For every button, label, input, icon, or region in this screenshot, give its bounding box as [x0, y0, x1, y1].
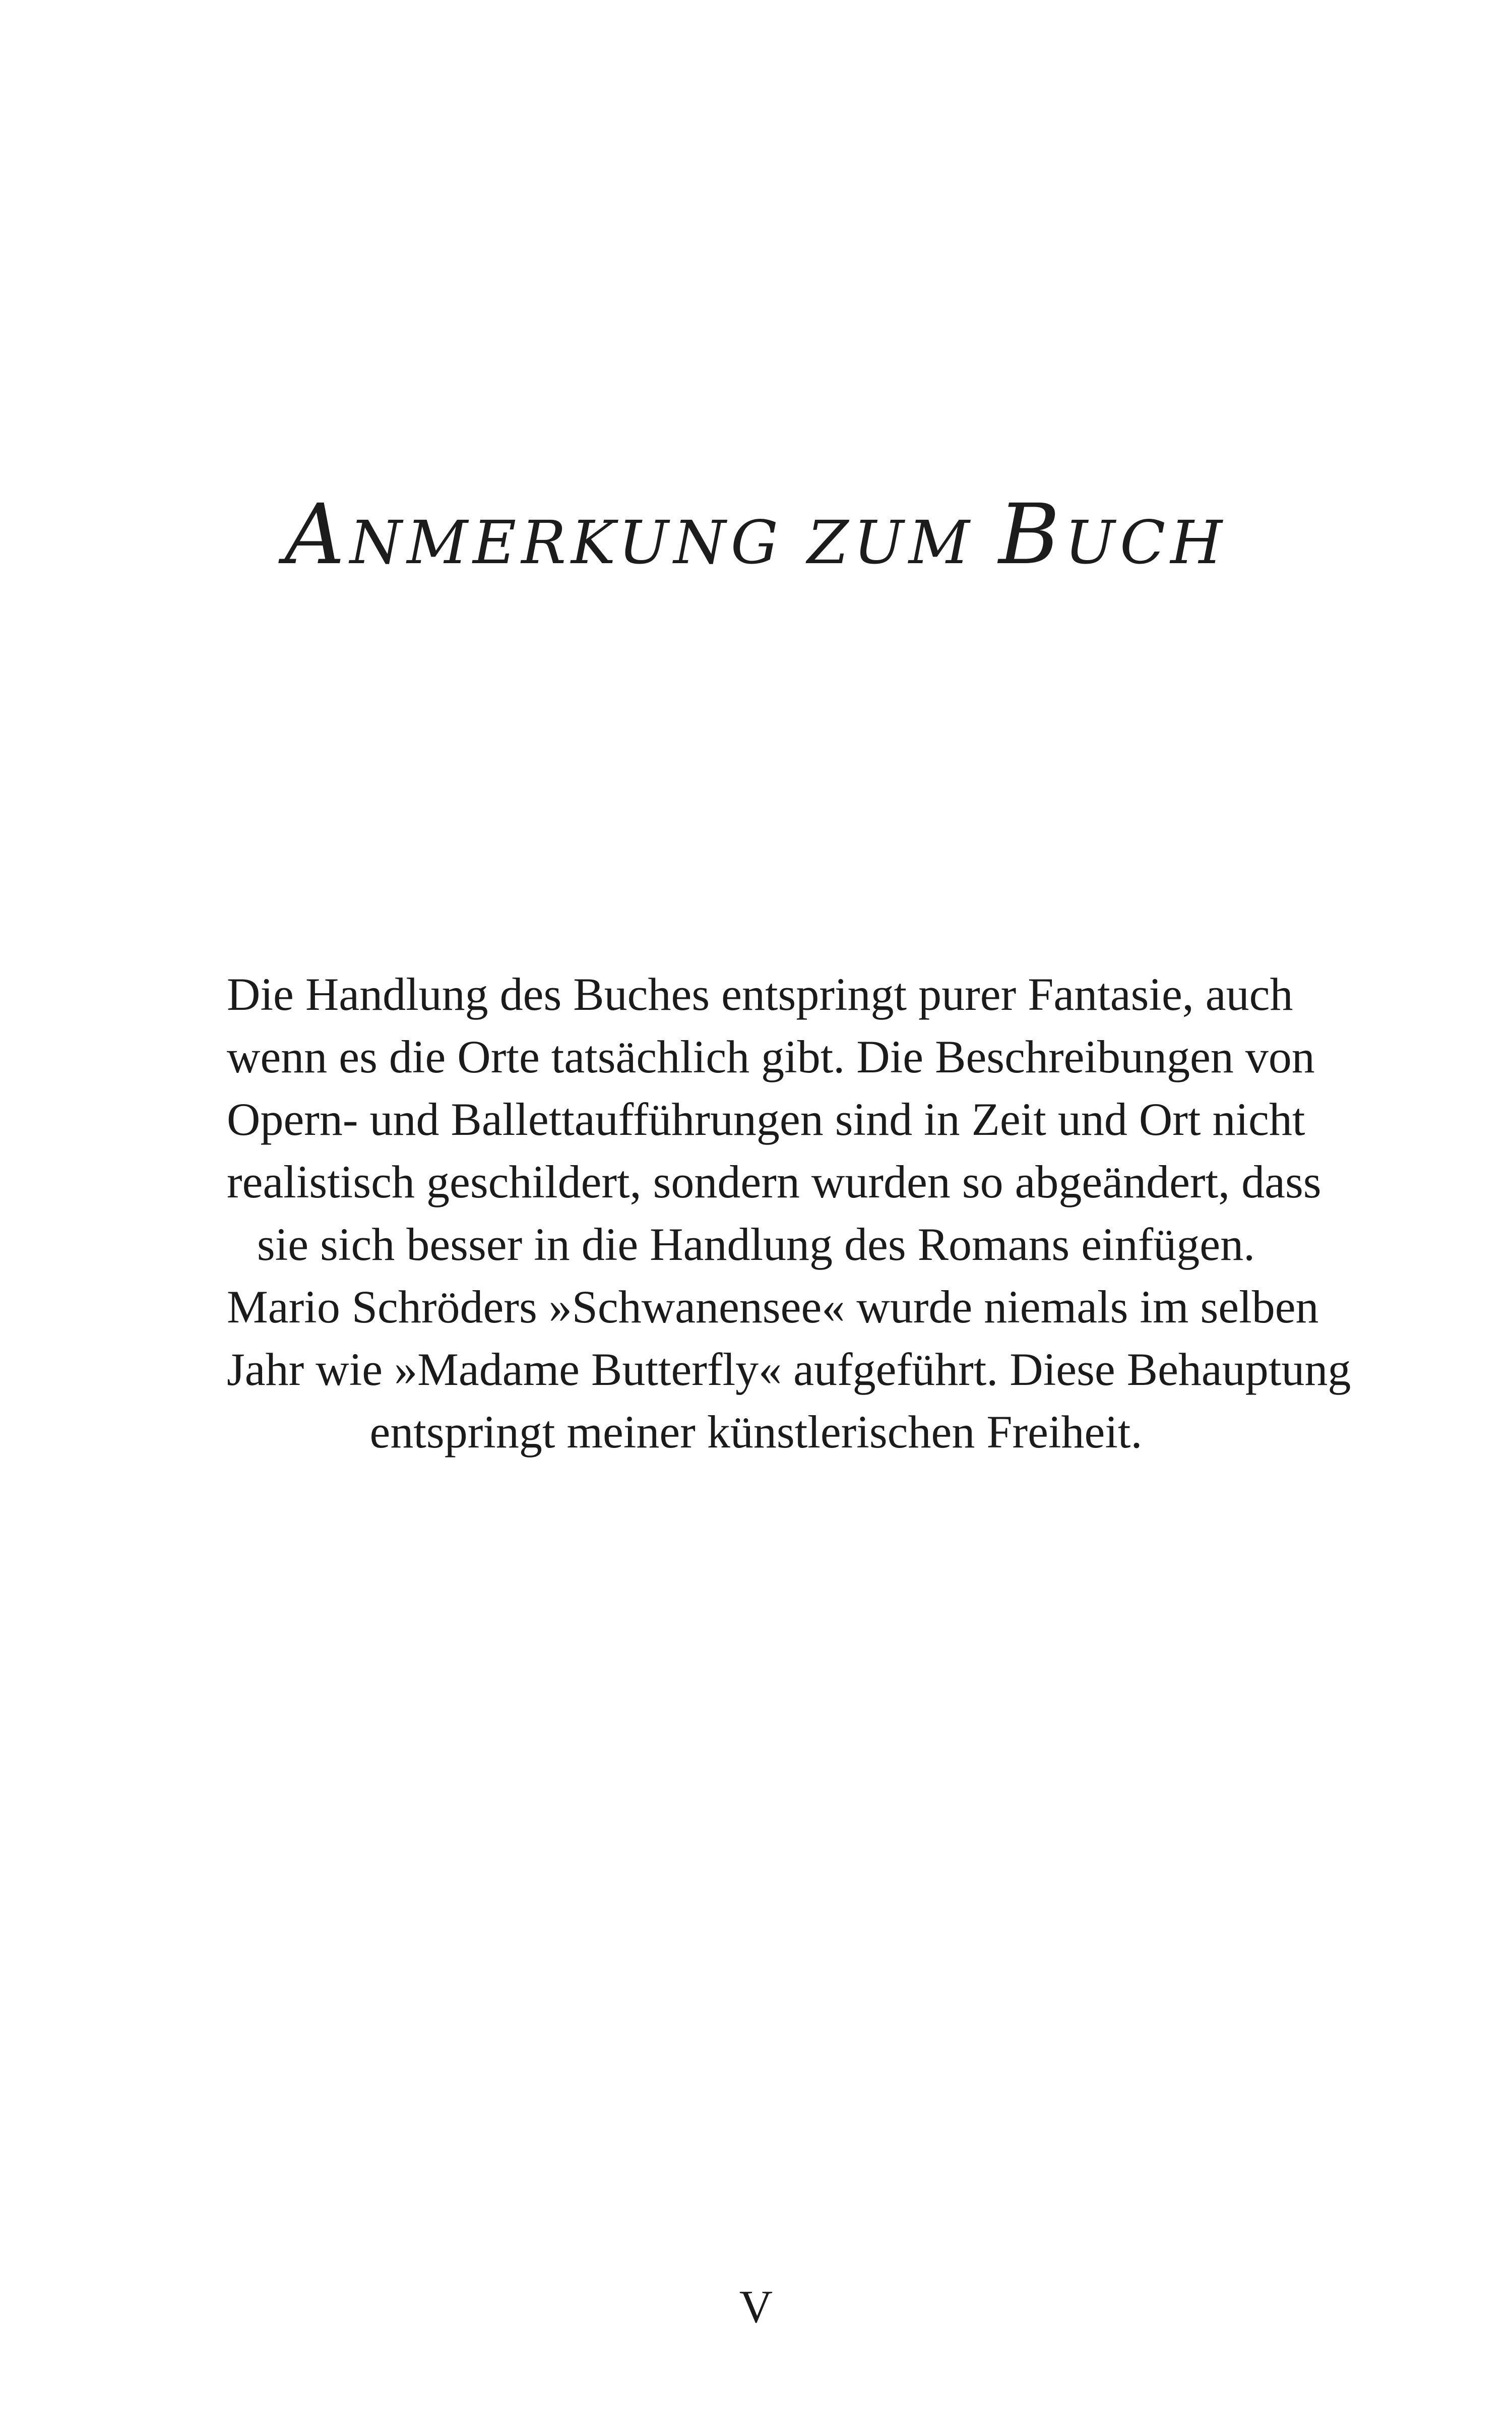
- title-initial-a: A: [284, 486, 350, 583]
- title-initial-b: B: [998, 486, 1065, 583]
- paragraph-line: Opern- und Ballettaufführungen sind in Zeit und Ort nicht: [227, 1094, 1305, 1145]
- title-word-zum: ZUM: [783, 508, 999, 577]
- page-number: V: [739, 2281, 773, 2332]
- paragraph-line: wenn es die Orte tatsächlich gibt. Die Beschreibungen von: [227, 1031, 1315, 1082]
- title-word-buch-rest: UCH: [1064, 508, 1228, 577]
- author-note-paragraph: [227, 963, 1351, 1463]
- title-word-anmerkung-rest: NMERKUNG: [350, 508, 783, 577]
- paragraph-line: Die Handlung des Buches entspringt purer Fantasie, auch: [227, 969, 1293, 1020]
- paragraph-line: realistisch geschildert, sondern wurden so abgeändert, dass: [227, 1156, 1321, 1207]
- paragraph-line: Mario Schröders »Schwanensee« wurde niemals im selben: [227, 1281, 1319, 1333]
- paragraph-line: Jahr wie »Madame Butterfly« aufgeführt. Diese Behauptung: [227, 1344, 1351, 1395]
- paragraph-line: entspringt meiner künstlerischen Freiheit.: [369, 1406, 1143, 1458]
- paragraph-line: sie sich besser in die Handlung des Romans einfügen.: [257, 1219, 1255, 1270]
- chapter-title: [0, 486, 1512, 583]
